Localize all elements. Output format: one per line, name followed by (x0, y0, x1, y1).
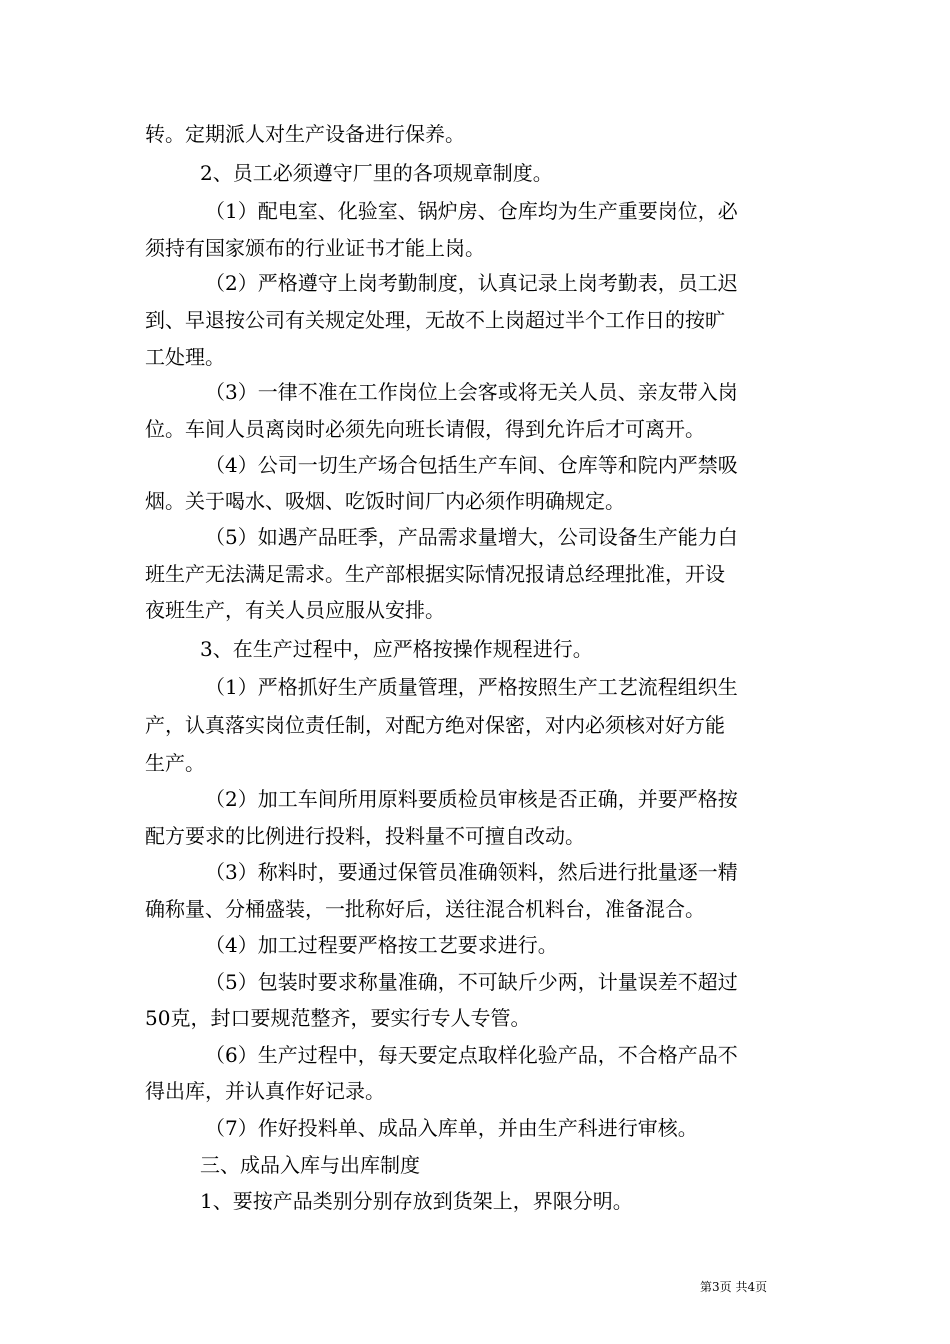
text-line: 夜班生产，有关人员应服从安排。 (145, 598, 445, 622)
text-line: （6）生产过程中，每天要定点取样化验产品，不合格产品不 (205, 1043, 738, 1067)
text-line: （1）配电室、化验室、锅炉房、仓库均为生产重要岗位，必 (205, 199, 738, 223)
text-line: 3、在生产过程中，应严格按操作规程进行。 (200, 637, 593, 661)
text-line: 须持有国家颁布的行业证书才能上岗。 (145, 236, 485, 260)
text-line: （5）包装时要求称量准确，不可缺斤少两，计量误差不超过 (205, 970, 738, 994)
text-line: 1、要按产品类别分别存放到货架上，界限分明。 (200, 1189, 633, 1213)
text-line: （2）加工车间所用原料要质检员审核是否正确，并要严格按 (205, 787, 738, 811)
text-line: （4）公司一切生产场合包括生产车间、仓库等和院内严禁吸 (205, 453, 738, 477)
text-line: 生产。 (145, 751, 205, 775)
page-number: 第3页 共4页 (700, 1280, 768, 1294)
text-line: 位。车间人员离岗时必须先向班长请假，得到允许后才可离开。 (145, 417, 705, 441)
text-line: 确称量、分桶盛装，一批称好后，送往混合机料台，准备混合。 (145, 897, 705, 921)
text-line: （3）一律不准在工作岗位上会客或将无关人员、亲友带入岗 (205, 380, 738, 404)
text-line: 烟。关于喝水、吸烟、吃饭时间厂内必须作明确规定。 (145, 489, 625, 513)
text-line: （3）称料时，要通过保管员准确领料，然后进行批量逐一精 (205, 860, 738, 884)
text-line: 得出库，并认真作好记录。 (145, 1079, 385, 1103)
text-line: 工处理。 (145, 345, 225, 369)
text-line: （2）严格遵守上岗考勤制度，认真记录上岗考勤表，员工迟 (205, 271, 738, 295)
text-line: （1）严格抓好生产质量管理，严格按照生产工艺流程组织生 (205, 675, 738, 699)
text-line: （4）加工过程要严格按工艺要求进行。 (205, 933, 558, 957)
text-line: 三、成品入库与出库制度 (200, 1153, 420, 1177)
text-line: 班生产无法满足需求。生产部根据实际情况报请总经理批准，开设 (145, 562, 725, 586)
text-line: 配方要求的比例进行投料，投料量不可擅自改动。 (145, 824, 585, 848)
text-line: 50克，封口要规范整齐，要实行专人专管。 (145, 1006, 531, 1030)
text-line: 转。定期派人对生产设备进行保养。 (145, 122, 465, 146)
text-line: （7）作好投料单、成品入库单，并由生产科进行审核。 (205, 1116, 698, 1140)
text-line: 到、早退按公司有关规定处理，无故不上岗超过半个工作日的按旷 (145, 308, 725, 332)
text-line: （5）如遇产品旺季，产品需求量增大，公司设备生产能力白 (205, 525, 738, 549)
text-line: 产，认真落实岗位责任制，对配方绝对保密，对内必须核对好方能 (145, 713, 725, 737)
text-line: 2、员工必须遵守厂里的各项规章制度。 (200, 161, 553, 185)
